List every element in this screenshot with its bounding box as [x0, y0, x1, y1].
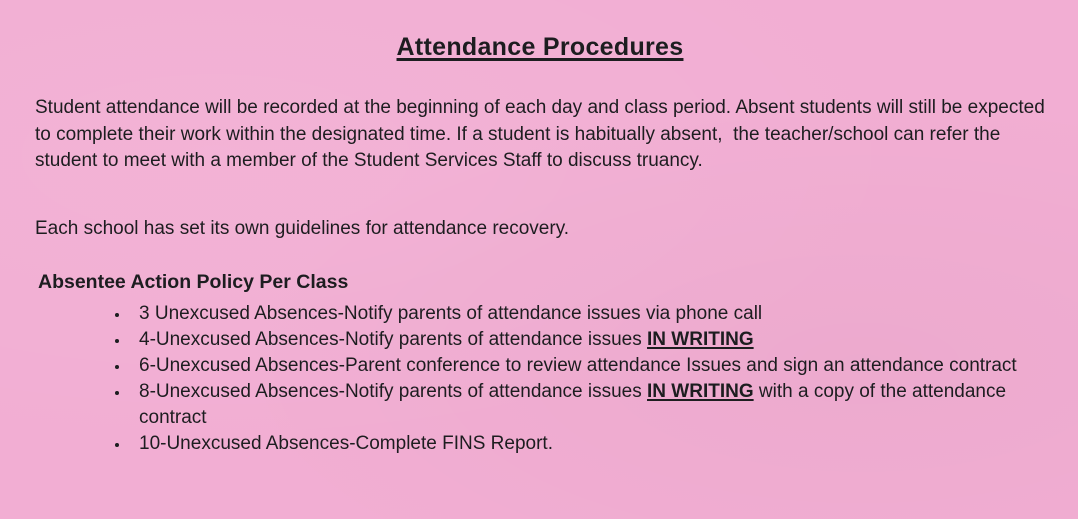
bullet-text: 8-Unexcused Absences-Notify parents of attendance issues — [139, 381, 648, 402]
bullet-text: with a copy of the attendance contract — [139, 381, 1007, 428]
emphasized-text: IN WRITING — [647, 381, 754, 402]
bullet-text: 3 Unexcused Absences-Notify parents of attendance issues via phone call — [139, 303, 763, 324]
policy-list-item — [130, 327, 1045, 353]
document-title: Attendance Procedures — [396, 33, 684, 61]
policy-list-item — [130, 431, 1045, 457]
bullet-text: 10-Unexcused Absences-Complete FINS Report. — [139, 433, 553, 454]
policy-list-item — [130, 379, 1045, 431]
policy-list-item — [130, 301, 1045, 327]
guidelines-paragraph: Each school has set its own guidelines for attendance recovery. — [35, 217, 570, 239]
policy-list-item — [130, 353, 1045, 379]
absentee-policy-list — [35, 301, 1045, 457]
intro-paragraph: Student attendance will be recorded at the beginning of each day and class period. Absent students will still be expected to complete their work within the designated time. If a student is habitually absent, the teacher/school can refer the student to meet with a member of the Student Services Staff to discuss truancy. — [35, 97, 1051, 171]
bullet-text: 6-Unexcused Absences-Parent conference to review attendance Issues and sign an attendance contract — [139, 355, 1017, 376]
absentee-policy-heading: Absentee Action Policy Per Class — [38, 271, 349, 293]
bullet-text: 4-Unexcused Absences-Notify parents of attendance issues — [139, 329, 648, 350]
emphasized-text: IN WRITING — [647, 329, 754, 350]
